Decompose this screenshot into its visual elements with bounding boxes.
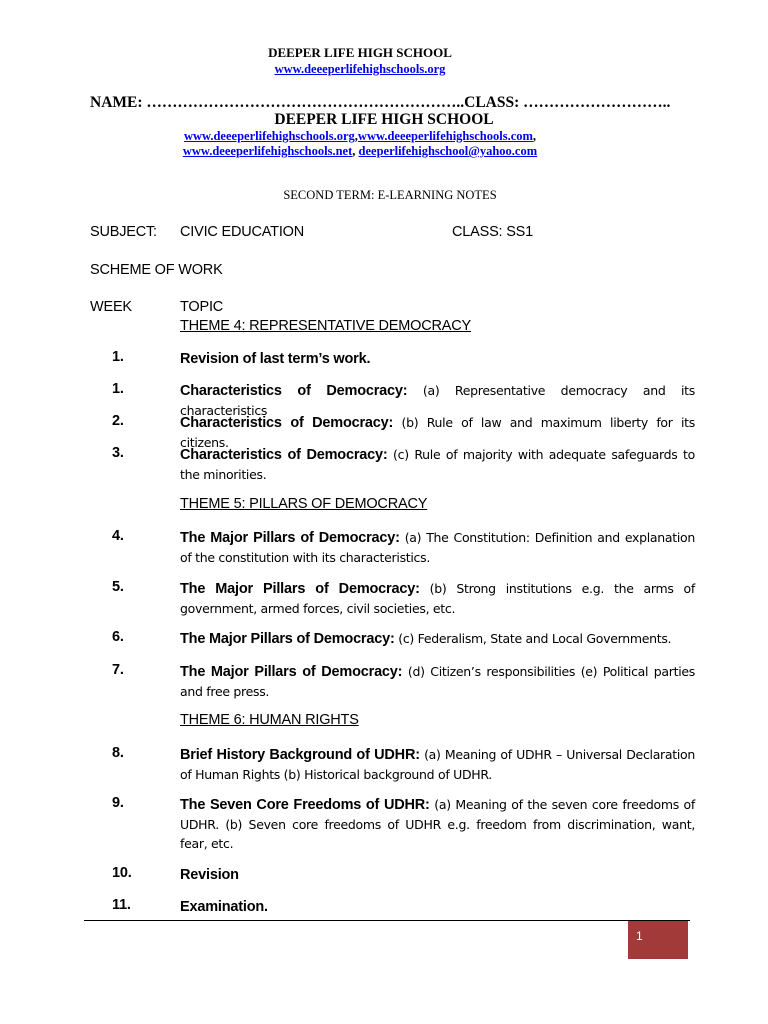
week-number: 11. bbox=[112, 897, 131, 913]
topic-description: (b) Strong institutions e.g. the arms of government, armed forces, civil societies, etc. bbox=[180, 581, 696, 616]
topic-column-label: TOPIC bbox=[180, 299, 224, 315]
theme-heading: THEME 5: PILLARS OF DEMOCRACY bbox=[180, 496, 428, 512]
school-name-heading: DEEPER LIFE HIGH SCHOOL bbox=[274, 111, 494, 128]
topic-description: (a) Meaning of the seven core freedoms of UDHR. (b) Seven core freedoms of UDHR e.g. freedom from discrimination, want, fear, etc. bbox=[180, 797, 695, 851]
week-number: 10. bbox=[112, 865, 132, 881]
subject-label: SUBJECT: bbox=[90, 224, 157, 240]
week-number: 4. bbox=[112, 528, 124, 544]
topic-title: Characteristics of Democracy: bbox=[180, 447, 388, 463]
topic-title: The Major Pillars of Democracy: bbox=[180, 530, 400, 546]
week-number: 2. bbox=[112, 413, 124, 429]
school-name-top: DEEPER LIFE HIGH SCHOOL bbox=[268, 45, 452, 60]
website-links-row-2: www.deeeperlifehighschools.net, deeperlifehighschool@yahoo.com bbox=[182, 144, 538, 158]
topic-description: (c) Federalism, State and Local Governments. bbox=[394, 631, 672, 646]
topic-description: (c) Rule of majority with adequate safeguards to the minorities. bbox=[180, 447, 695, 482]
week-number: 9. bbox=[112, 795, 124, 811]
week-number: 8. bbox=[112, 745, 124, 761]
website-link-org[interactable]: www.deeeperlifehighschools.org bbox=[183, 129, 355, 143]
subject-value: CIVIC EDUCATION bbox=[180, 224, 305, 240]
topic-title: The Major Pillars of Democracy: bbox=[180, 664, 403, 680]
scheme-of-work-heading: SCHEME OF WORK bbox=[90, 262, 223, 278]
topic-title: Examination. bbox=[180, 899, 268, 915]
topic-title: Brief History Background of UDHR: bbox=[180, 747, 420, 763]
email-link[interactable]: deeperlifehighschool@yahoo.com bbox=[358, 144, 538, 158]
topic-description: (b) Rule of law and maximum liberty for its citizens. bbox=[180, 415, 695, 450]
website-links-row-1: www.deeeperlifehighschools.org,www.deeeperlifehighschools.com, bbox=[183, 129, 537, 143]
topic-description: (a) Meaning of UDHR – Universal Declaration of Human Rights (b) Historical background of UDHR. bbox=[180, 747, 695, 782]
topic-title: Characteristics of Democracy: bbox=[180, 415, 394, 431]
class-value: CLASS: SS1 bbox=[452, 224, 534, 240]
week-number: 1. bbox=[112, 349, 124, 365]
term-title: SECOND TERM: E-LEARNING NOTES bbox=[283, 188, 497, 202]
page-number: 1 bbox=[636, 929, 643, 943]
week-number: 3. bbox=[112, 445, 124, 461]
website-link-top[interactable] bbox=[0, 62, 720, 77]
website-link-net[interactable]: www.deeeperlifehighschools.net bbox=[182, 144, 353, 158]
week-column-label: WEEK bbox=[90, 299, 132, 315]
topic-title: Revision bbox=[180, 867, 239, 883]
topic-title: Characteristics of Democracy: bbox=[180, 383, 408, 399]
week-number: 1. bbox=[112, 381, 124, 397]
topic-description: (a) The Constitution: Definition and explanation of the constitution with its characteristics. bbox=[180, 530, 695, 565]
topic-description: (a) Representative democracy and its characteristics bbox=[180, 383, 695, 418]
website-link-com[interactable]: www.deeeperlifehighschools.com bbox=[357, 129, 533, 143]
footer-divider bbox=[84, 920, 690, 921]
topic-description: (d) Citizen’s responsibilities (e) Political parties and free press. bbox=[180, 664, 696, 699]
topic-title: The Major Pillars of Democracy: bbox=[180, 581, 420, 597]
page-number-badge bbox=[628, 921, 688, 959]
topic-title: The Seven Core Freedoms of UDHR: bbox=[180, 797, 430, 813]
week-number: 7. bbox=[112, 662, 124, 678]
website-link-top-text[interactable]: www.deeeperlifehighschools.org bbox=[274, 62, 446, 76]
theme-heading: THEME 6: HUMAN RIGHTS bbox=[180, 712, 359, 728]
week-number: 5. bbox=[112, 579, 124, 595]
theme-heading: THEME 4: REPRESENTATIVE DEMOCRACY bbox=[180, 318, 471, 334]
name-class-line: NAME: ……………………………………………………..CLASS: ……………………….. bbox=[90, 94, 671, 111]
topic-title: Revision of last term’s work. bbox=[180, 351, 371, 367]
week-number: 6. bbox=[112, 629, 124, 645]
topic-title: The Major Pillars of Democracy: bbox=[180, 631, 395, 647]
